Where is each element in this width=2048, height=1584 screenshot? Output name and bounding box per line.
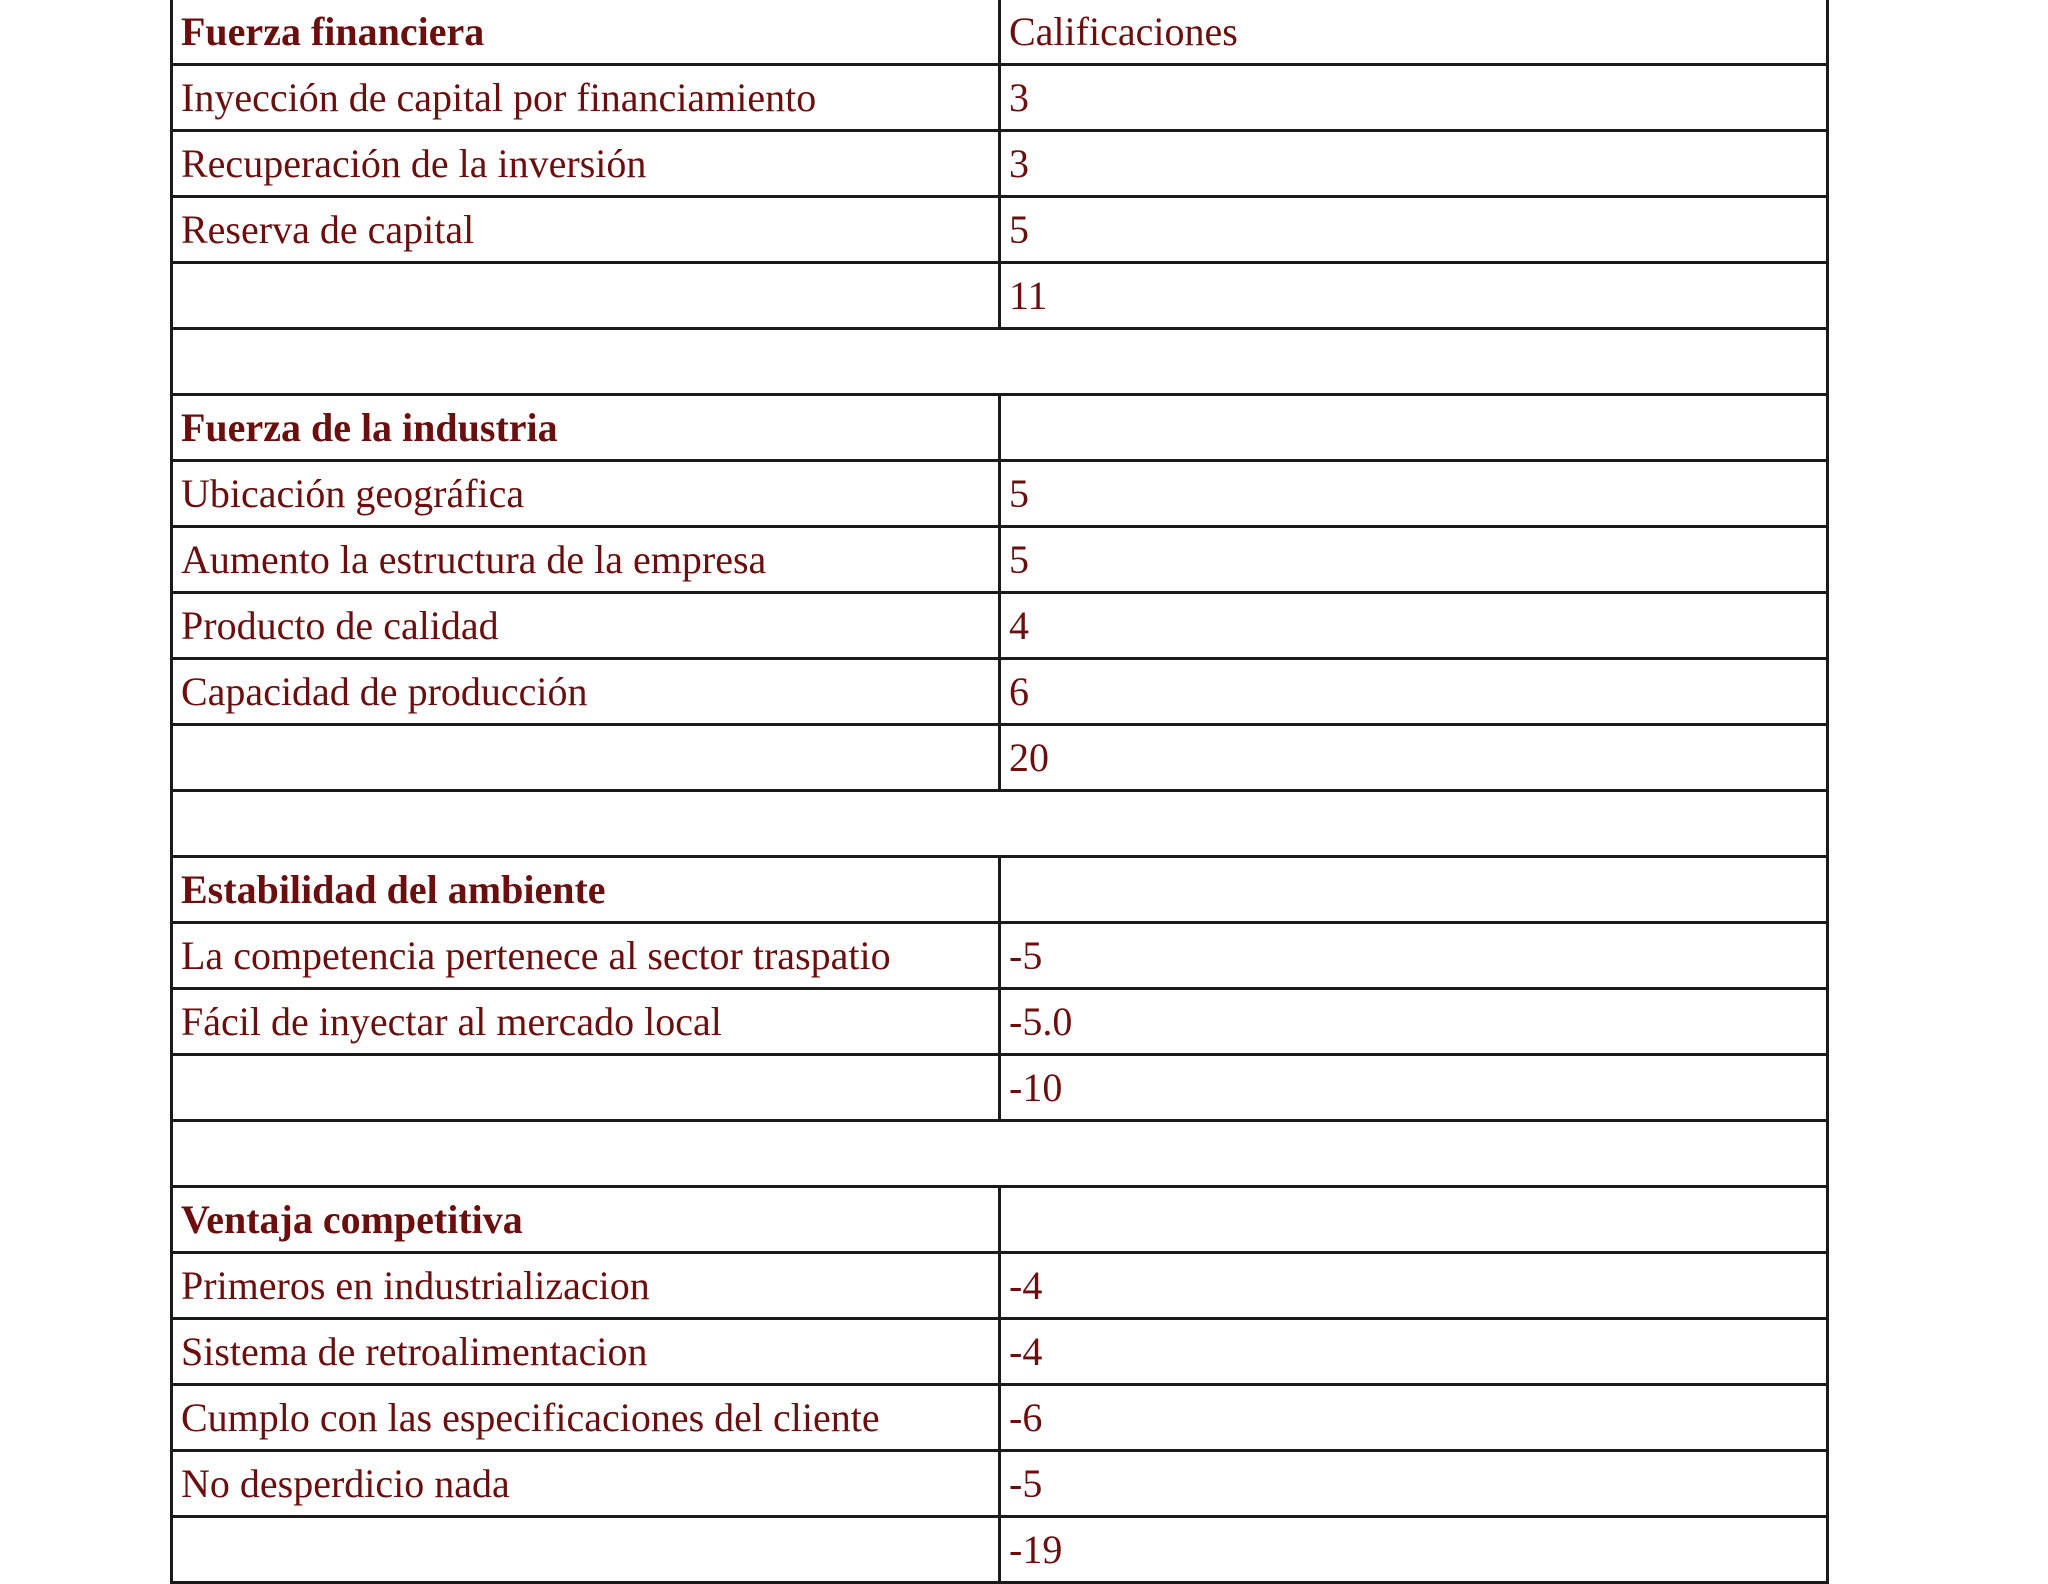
- row-value: -6: [1000, 1385, 1828, 1451]
- section-header-row: [172, 857, 1828, 923]
- row-value: 5: [1000, 527, 1828, 593]
- row-label: Recuperación de la inversión: [172, 131, 1000, 197]
- table-row: [172, 593, 1828, 659]
- section-header-row: [172, 395, 1828, 461]
- row-value: 5: [1000, 197, 1828, 263]
- row-label: Sistema de retroalimentacion: [172, 1319, 1000, 1385]
- total-row: [172, 1055, 1828, 1121]
- section-header-empty: [1000, 1187, 1828, 1253]
- row-value: 6: [1000, 659, 1828, 725]
- header-row: [172, 0, 1828, 65]
- table-row: [172, 659, 1828, 725]
- section-title: Fuerza financiera: [172, 0, 1000, 65]
- table-row: [172, 461, 1828, 527]
- total-label-empty: [172, 725, 1000, 791]
- section-total: -10: [1000, 1055, 1828, 1121]
- column-header-calificaciones: Calificaciones: [1000, 0, 1828, 65]
- spacer-cell: [172, 1121, 1828, 1187]
- total-label-empty: [172, 1055, 1000, 1121]
- table-row: [172, 65, 1828, 131]
- total-row: [172, 263, 1828, 329]
- section-title: Fuerza de la industria: [172, 395, 1000, 461]
- row-label: Producto de calidad: [172, 593, 1000, 659]
- table-row: [172, 1385, 1828, 1451]
- total-label-empty: [172, 1517, 1000, 1583]
- row-label: Capacidad de producción: [172, 659, 1000, 725]
- ratings-table: [170, 0, 1829, 1584]
- table-row: [172, 1451, 1828, 1517]
- row-value: -5: [1000, 1451, 1828, 1517]
- table-row: [172, 989, 1828, 1055]
- section-total: 11: [1000, 263, 1828, 329]
- section-header-row: [172, 1187, 1828, 1253]
- table-row: [172, 131, 1828, 197]
- spacer-cell: [172, 791, 1828, 857]
- section-header-empty: [1000, 857, 1828, 923]
- table-row: [172, 527, 1828, 593]
- total-row: [172, 725, 1828, 791]
- total-label-empty: [172, 263, 1000, 329]
- row-value: -4: [1000, 1319, 1828, 1385]
- section-title: Estabilidad del ambiente: [172, 857, 1000, 923]
- spacer-cell: [172, 329, 1828, 395]
- table-row: [172, 1253, 1828, 1319]
- row-value: 4: [1000, 593, 1828, 659]
- spacer-row: [172, 791, 1828, 857]
- row-label: La competencia pertenece al sector traspatio: [172, 923, 1000, 989]
- row-label: Fácil de inyectar al mercado local: [172, 989, 1000, 1055]
- row-label: Reserva de capital: [172, 197, 1000, 263]
- row-label: Ubicación geográfica: [172, 461, 1000, 527]
- section-total: -19: [1000, 1517, 1828, 1583]
- row-value: -5: [1000, 923, 1828, 989]
- section-title: Ventaja competitiva: [172, 1187, 1000, 1253]
- row-label: Primeros en industrializacion: [172, 1253, 1000, 1319]
- section-total: 20: [1000, 725, 1828, 791]
- spacer-row: [172, 329, 1828, 395]
- total-row: [172, 1517, 1828, 1583]
- row-value: -4: [1000, 1253, 1828, 1319]
- row-label: Cumplo con las especificaciones del cliente: [172, 1385, 1000, 1451]
- row-value: 5: [1000, 461, 1828, 527]
- row-label: Inyección de capital por financiamiento: [172, 65, 1000, 131]
- table-row: [172, 923, 1828, 989]
- table-row: [172, 197, 1828, 263]
- row-label: No desperdicio nada: [172, 1451, 1000, 1517]
- spacer-row: [172, 1121, 1828, 1187]
- table-row: [172, 1319, 1828, 1385]
- section-header-empty: [1000, 395, 1828, 461]
- row-value: 3: [1000, 65, 1828, 131]
- row-value: 3: [1000, 131, 1828, 197]
- row-value: -5.0: [1000, 989, 1828, 1055]
- row-label: Aumento la estructura de la empresa: [172, 527, 1000, 593]
